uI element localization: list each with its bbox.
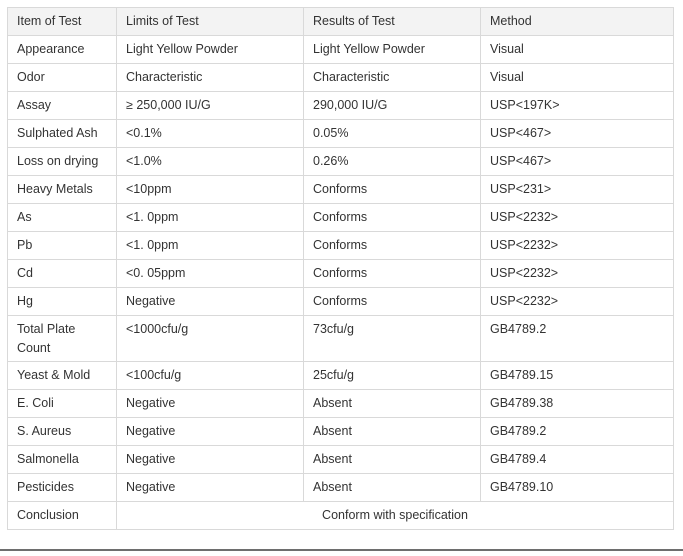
method-cell: USP<197K> [481, 92, 674, 120]
result-cell: Absent [304, 474, 481, 502]
result-cell: Absent [304, 446, 481, 474]
item-cell: Assay [8, 92, 117, 120]
limit-cell: Characteristic [117, 64, 304, 92]
limit-cell: Negative [117, 288, 304, 316]
result-cell: Characteristic [304, 64, 481, 92]
table-row [8, 474, 674, 502]
limit-cell: <1000cfu/g [117, 316, 304, 362]
item-cell: Pb [8, 232, 117, 260]
limit-cell: Negative [117, 446, 304, 474]
method-cell: GB4789.2 [481, 418, 674, 446]
table-row [8, 362, 674, 390]
result-cell: Absent [304, 418, 481, 446]
table-row [8, 176, 674, 204]
result-cell: Conforms [304, 288, 481, 316]
item-cell: Heavy Metals [8, 176, 117, 204]
item-cell: Total Plate Count [8, 316, 117, 362]
item-cell: S. Aureus [8, 418, 117, 446]
limit-cell: Negative [117, 390, 304, 418]
result-cell: 25cfu/g [304, 362, 481, 390]
table-row [8, 390, 674, 418]
limit-cell: <1. 0ppm [117, 204, 304, 232]
item-cell: Salmonella [8, 446, 117, 474]
result-cell: 0.05% [304, 120, 481, 148]
limit-cell: <1.0% [117, 148, 304, 176]
result-cell: Conforms [304, 260, 481, 288]
result-cell: 290,000 IU/G [304, 92, 481, 120]
conclusion-row [8, 502, 674, 530]
limit-cell: <10ppm [117, 176, 304, 204]
method-cell: Visual [481, 64, 674, 92]
limit-cell: <100cfu/g [117, 362, 304, 390]
method-cell: USP<467> [481, 148, 674, 176]
conclusion-label: Conclusion [8, 502, 117, 530]
table-row [8, 316, 674, 362]
item-cell: Appearance [8, 36, 117, 64]
table-row [8, 418, 674, 446]
limit-cell: Negative [117, 474, 304, 502]
table-row [8, 446, 674, 474]
limit-cell: <1. 0ppm [117, 232, 304, 260]
method-cell: USP<467> [481, 120, 674, 148]
specification-table [7, 7, 674, 530]
result-cell: Conforms [304, 176, 481, 204]
result-cell: Light Yellow Powder [304, 36, 481, 64]
table-row [8, 64, 674, 92]
header-method: Method [481, 8, 674, 36]
method-cell: GB4789.10 [481, 474, 674, 502]
table-row [8, 92, 674, 120]
item-cell: Odor [8, 64, 117, 92]
limit-cell: <0.1% [117, 120, 304, 148]
table-row [8, 36, 674, 64]
table-row [8, 120, 674, 148]
table-row [8, 148, 674, 176]
limit-cell: Light Yellow Powder [117, 36, 304, 64]
result-cell: 73cfu/g [304, 316, 481, 362]
item-cell: Pesticides [8, 474, 117, 502]
item-cell: As [8, 204, 117, 232]
item-cell: Sulphated Ash [8, 120, 117, 148]
table-header-row [8, 8, 674, 36]
result-cell: 0.26% [304, 148, 481, 176]
bottom-divider [0, 549, 683, 551]
method-cell: USP<2232> [481, 232, 674, 260]
header-item-of-test: Item of Test [8, 8, 117, 36]
limit-cell: <0. 05ppm [117, 260, 304, 288]
table-row [8, 232, 674, 260]
header-limits-of-test: Limits of Test [117, 8, 304, 36]
result-cell: Absent [304, 390, 481, 418]
result-cell: Conforms [304, 232, 481, 260]
method-cell: GB4789.4 [481, 446, 674, 474]
result-cell: Conforms [304, 204, 481, 232]
method-cell: USP<231> [481, 176, 674, 204]
table-row [8, 260, 674, 288]
header-results-of-test: Results of Test [304, 8, 481, 36]
method-cell: USP<2232> [481, 260, 674, 288]
item-cell: Yeast & Mold [8, 362, 117, 390]
method-cell: GB4789.15 [481, 362, 674, 390]
item-cell: Hg [8, 288, 117, 316]
item-cell: E. Coli [8, 390, 117, 418]
method-cell: USP<2232> [481, 288, 674, 316]
limit-cell: ≥ 250,000 IU/G [117, 92, 304, 120]
method-cell: GB4789.2 [481, 316, 674, 362]
limit-cell: Negative [117, 418, 304, 446]
item-cell: Cd [8, 260, 117, 288]
method-cell: GB4789.38 [481, 390, 674, 418]
item-cell: Loss on drying [8, 148, 117, 176]
method-cell: USP<2232> [481, 204, 674, 232]
conclusion-value: Conform with specification [117, 502, 674, 530]
table-row [8, 288, 674, 316]
method-cell: Visual [481, 36, 674, 64]
table-row [8, 204, 674, 232]
